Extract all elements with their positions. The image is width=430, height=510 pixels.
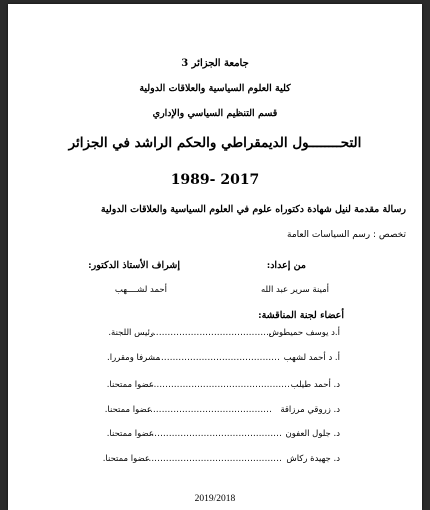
member-dots: .................................................. [144,380,290,390]
committee-row [8,454,422,470]
author-name: أمينة سرير عبد الله [261,285,329,295]
author-label: من إعداد: [266,260,306,271]
member-role: رئيس اللجنة. [108,328,154,338]
specialty: تخصص : رسم السياسات العامة [287,230,406,240]
committee-row [8,405,422,421]
faculty-name: كلية العلوم السياسية والعلاقات الدولية [139,83,291,94]
member-name: د. أحمد طيلب [290,380,340,390]
member-name: د. جلول العفون [285,429,340,439]
member-dots: ................................................ [142,454,282,464]
member-role: عضوا ممتحنا. [104,405,152,415]
member-dots: .......................................... [158,353,280,363]
document-page [8,4,422,510]
member-dots: .............................................. [148,429,282,439]
member-name: أ. د أحمد لشهب [283,353,340,363]
member-role: عضوا ممتحنا. [106,429,154,439]
supervisor-name: أحمد لشــــهب [114,285,167,295]
committee-heading: أعضاء لجنة المناقشة: [258,310,344,321]
university-name: جامعة الجزائر 3 [181,58,249,69]
academic-year: 2019/2018 [194,494,236,504]
committee-row [8,429,422,445]
department-name: قسم التنظيم السياسي والإداري [152,108,278,119]
supervisor-label: إشراف الأستاذ الدكتور: [88,260,180,271]
member-name: د. زروقي مرزاقة [280,405,340,415]
member-role: عضوا ممتحنا. [106,380,154,390]
committee-row [8,380,422,396]
member-name: أ.د يوسف حميطوش [268,328,340,338]
member-role: عضوا ممتحنا. [102,454,150,464]
thesis-title: التحــــــــول الديمقراطي والحكم الراشد في الجزائر [68,135,362,151]
thesis-years: 1989- 2017 [170,172,260,188]
member-dots: ........................................... [147,405,272,415]
committee-row [8,353,422,369]
thesis-description: رسالة مقدمة لنيل شهادة دكتوراه علوم في العلوم السياسية والعلاقات الدولية [100,204,406,215]
member-role: مشرفا ومقررا. [107,353,160,363]
committee-row [8,328,422,344]
member-name: د. جهيدة ركاش [286,454,340,464]
member-dots: .......................................... [150,328,272,338]
